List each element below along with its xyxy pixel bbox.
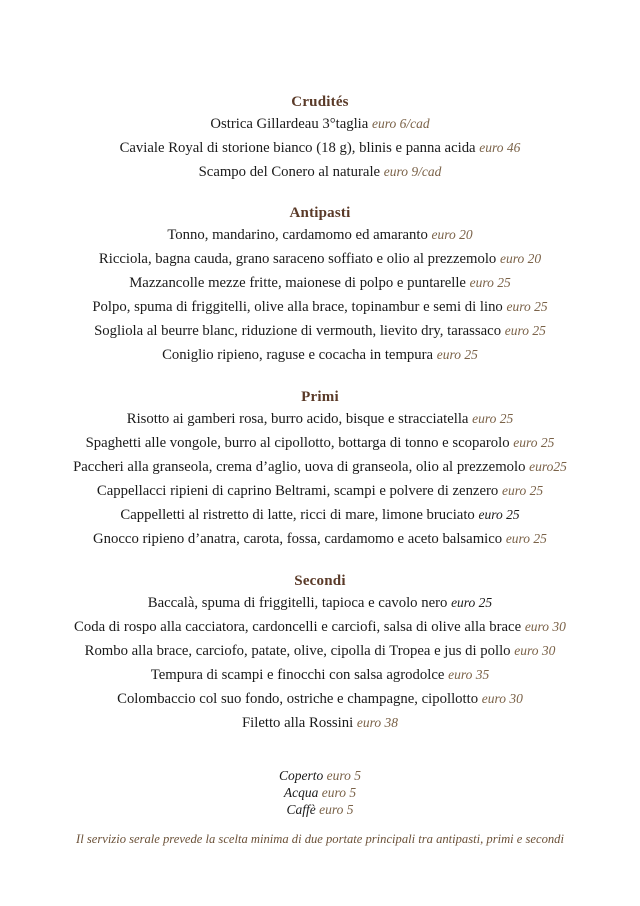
menu-item: [0, 479, 640, 503]
item-name: Polpo, spuma di friggitelli, olive alla brace, topinambur e semi di lino: [92, 299, 503, 315]
item-name: Paccheri alla granseola, crema d’aglio, uova di granseola, olio al prezzemolo: [73, 459, 526, 475]
item-name: Rombo alla brace, carciofo, patate, olive, cipolla di Tropea e jus di pollo: [84, 643, 511, 659]
menu-item: [0, 271, 640, 295]
section-title: Primi: [301, 389, 339, 405]
menu-item: [0, 639, 640, 663]
section-title: Secondi: [294, 573, 346, 589]
item-name: Mazzancolle mezze fritte, maionese di polpo e puntarelle: [129, 275, 466, 291]
item-price: euro 38: [356, 715, 399, 730]
item-price: euro 30: [481, 691, 523, 706]
item-name: Colombaccio col suo fondo, ostriche e champagne, cipollotto: [117, 691, 479, 707]
item-name: Risotto ai gamberi rosa, burro acido, bisque e stracciatella: [126, 411, 469, 427]
menu-item: [0, 455, 640, 479]
item-price: euro 25: [513, 435, 555, 450]
item-price: euro 20: [431, 227, 473, 242]
menu-item: [0, 591, 640, 615]
item-price: euro 30: [524, 619, 566, 634]
menu-item: [0, 687, 640, 711]
item-price: euro 9/cad: [383, 164, 442, 179]
menu-item: [0, 295, 640, 319]
menu-item: [0, 407, 640, 431]
item-name: Gnocco ripieno d’anatra, carota, fossa, cardamomo e aceto balsamico: [93, 531, 503, 547]
item-name: Scampo del Conero al naturale: [198, 164, 381, 180]
item-price: euro 35: [448, 667, 490, 682]
item-price: euro 25: [505, 531, 547, 546]
item-name: Ostrica Gillardeau 3°taglia: [210, 116, 369, 132]
menu-item: [0, 112, 640, 136]
extra-label: Coperto: [278, 768, 324, 783]
item-name: Coda di rospo alla cacciatora, cardoncelli e carciofi, salsa di olive alla brace: [74, 619, 522, 635]
section-antipasti: [0, 204, 640, 367]
extra-item: [0, 801, 640, 818]
menu-item: [0, 711, 640, 735]
section-title: Crudités: [291, 94, 349, 110]
item-price: euro 25: [436, 347, 478, 362]
item-name: Filetto alla Rossini: [241, 715, 354, 731]
item-name: Tonno, mandarino, cardamomo ed amaranto: [167, 227, 428, 243]
item-name: Ricciola, bagna cauda, grano saraceno soffiato e olio al prezzemolo: [98, 251, 497, 267]
extras-list: [0, 767, 640, 818]
menu-item: [0, 615, 640, 639]
item-price: euro 20: [499, 251, 542, 266]
item-price: euro25: [529, 459, 567, 474]
item-name: Baccalà, spuma di friggitelli, tapioca e cavolo nero: [147, 595, 448, 611]
extra-price: euro 5: [319, 802, 354, 817]
item-price: euro 25: [451, 595, 493, 610]
menu-item: [0, 527, 640, 551]
section-title: Antipasti: [289, 205, 351, 221]
item-price: euro 6/cad: [371, 116, 430, 131]
extra-item: [0, 784, 640, 801]
item-price: euro 30: [514, 643, 556, 658]
extra-label: Acqua: [283, 785, 319, 800]
section-secondi: [0, 572, 640, 735]
item-name: Caviale Royal di storione bianco (18 g), blinis e panna acida: [119, 140, 476, 156]
menu-item: [0, 663, 640, 687]
item-price: euro 25: [504, 323, 546, 338]
menu-item: [0, 247, 640, 271]
item-price: euro 25: [501, 483, 544, 498]
extra-price: euro 5: [321, 785, 357, 800]
item-name: Cappelletti al ristretto di latte, ricci di mare, limone bruciato: [120, 507, 475, 523]
extra-item: [0, 767, 640, 784]
extra-price: euro 5: [326, 768, 361, 783]
service-note: Il servizio serale prevede la scelta minima di due portate principali tra antipasti, primi e secondi: [76, 832, 564, 846]
item-name: Cappellacci ripieni di caprino Beltrami, scampi e polvere di zenzero: [96, 483, 499, 499]
menu-item: [0, 319, 640, 343]
menu-item: [0, 136, 640, 160]
item-price: euro 25: [469, 275, 511, 290]
section-crudites: [0, 93, 640, 184]
item-name: Coniglio ripieno, raguse e cocacha in tempura: [162, 347, 434, 363]
item-price: euro 25: [472, 411, 514, 426]
menu-item: [0, 503, 640, 527]
item-name: Sogliola al beurre blanc, riduzione di vermouth, lievito dry, tarassaco: [94, 323, 502, 339]
menu-item: [0, 160, 640, 184]
item-price: euro 25: [478, 507, 520, 522]
menu-item: [0, 431, 640, 455]
item-name: Tempura di scampi e finocchi con salsa agrodolce: [150, 667, 445, 683]
extra-label: Caffè: [286, 802, 316, 817]
section-primi: [0, 388, 640, 551]
menu-item: [0, 343, 640, 367]
item-price: euro 46: [479, 140, 521, 155]
item-name: Spaghetti alle vongole, burro al cipollotto, bottarga di tonno e scoparolo: [85, 435, 510, 451]
menu-item: [0, 223, 640, 247]
item-price: euro 25: [506, 299, 548, 314]
